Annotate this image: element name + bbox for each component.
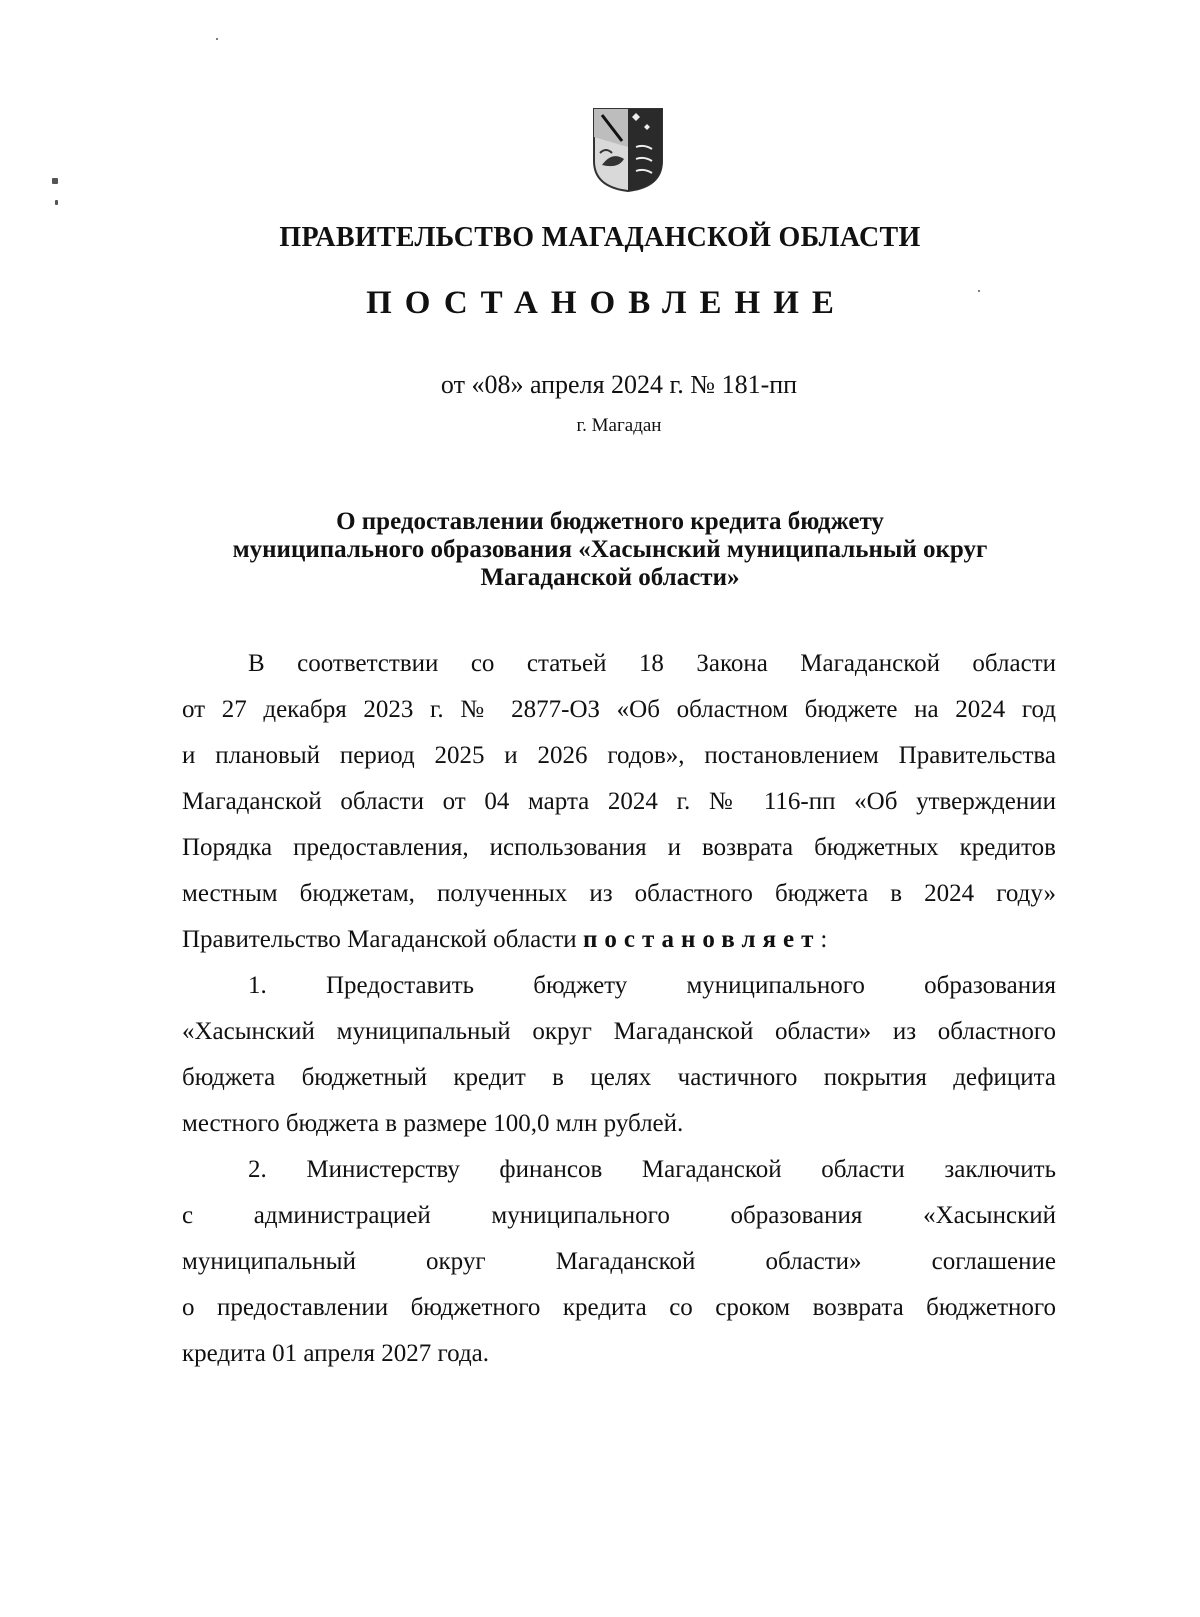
item-1-last-line [182,1101,1056,1147]
text-line: : [820,926,828,953]
text-line: кредита 01 апреля 2027 года. [182,1340,490,1367]
scan-speck [55,200,58,205]
document-type-title: ПОСТАНОВЛЕНИЕ [366,285,847,321]
text-line: Порядка предоставления, использования и возврата бюджетных кредитов [182,834,1056,861]
text-line: В соответствии со статьей 18 Закона Магаданской области [248,650,1056,677]
subject-line: Магаданской области» [480,564,740,591]
document-date-number: от «08» апреля 2024 г. № 181-пп [440,370,798,399]
item-1-paragraph [182,963,1056,1101]
text-line: бюджета бюджетный кредит в целях частичного покрытия дефицита [182,1064,1056,1091]
preamble-resolution-line [182,917,1056,963]
text-line: от 27 декабря 2023 г. № 2877-ОЗ «Об областном бюджете на 2024 год [182,696,1056,723]
document-city: г. Магадан [576,415,662,436]
text-line: о предоставлении бюджетного кредита со сроком возврата бюджетного [182,1294,1056,1321]
scan-speck [216,38,218,40]
text-line: и плановый период 2025 и 2026 годов», постановлением Правительства [182,742,1056,769]
resolves-keyword: постановляет [582,926,821,953]
text-line: местного бюджета в размере 100,0 млн рублей. [182,1110,684,1137]
text-line: 2. Министерству финансов Магаданской области заключить [248,1156,1056,1183]
item-2-last-line [182,1331,1056,1377]
text-line: 1. Предоставить бюджету муниципального образования [248,972,1056,999]
text-line: «Хасынский муниципальный округ Магаданской области» из областного [182,1018,1056,1045]
scan-speck [52,178,58,184]
text-line: муниципальный округ Магаданской области» соглашение [182,1248,1056,1275]
subject-line: О предоставлении бюджетного кредита бюджету [336,508,884,535]
text-line: Магаданской области от 04 марта 2024 г. № 116-пп «Об утверждении [182,788,1056,815]
text-line: местным бюджетам, полученных из областного бюджета в 2024 году» [182,880,1056,907]
text-line: с администрацией муниципального образования «Хасынский [182,1202,1056,1229]
coat-of-arms-icon [592,107,664,193]
item-2-paragraph [182,1147,1056,1331]
government-title: ПРАВИТЕЛЬСТВО МАГАДАНСКОЙ ОБЛАСТИ [279,222,921,253]
document-subject [160,508,1060,592]
subject-line: муниципального образования «Хасынский муниципальный округ [232,536,988,563]
preamble-paragraph [182,641,1056,917]
text-line: Правительство Магаданской области [182,926,583,953]
scan-speck [978,290,980,292]
